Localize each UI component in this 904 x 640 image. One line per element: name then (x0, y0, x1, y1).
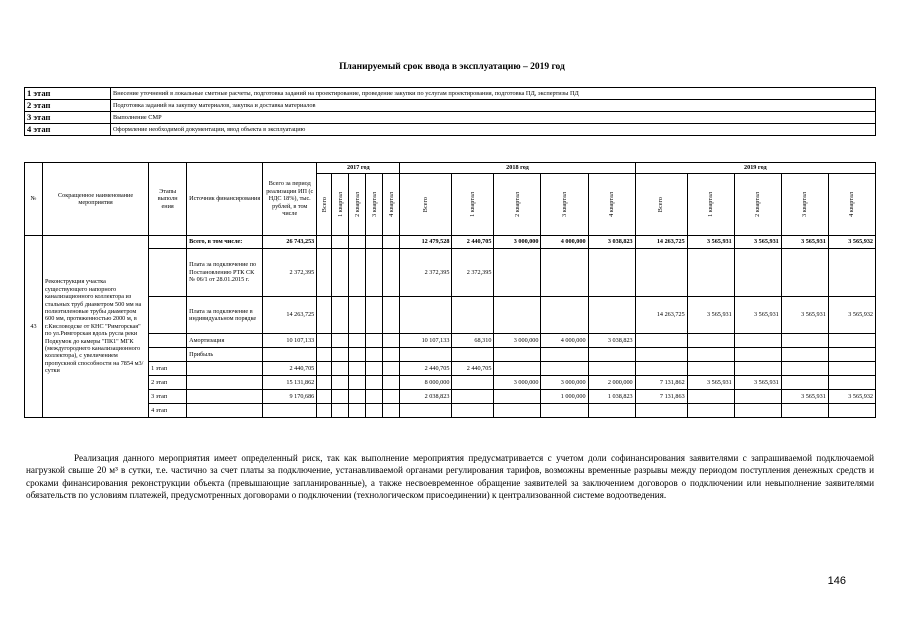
y2019-value: 3 565,931 (781, 390, 828, 404)
y2018-value (541, 348, 588, 362)
y2019-value (687, 362, 734, 376)
y2018-value: 3 038,823 (588, 236, 635, 249)
y2019-value (828, 404, 875, 418)
y2017-value (366, 404, 383, 418)
y2018-value (588, 404, 635, 418)
y2019-value (635, 334, 687, 348)
stage-cell (149, 249, 187, 297)
header-2017-q-total (317, 174, 332, 236)
stage-data-row (25, 404, 876, 418)
y2017-value (366, 348, 383, 362)
source-row (25, 334, 876, 348)
y2017-value (332, 249, 349, 297)
y2019-value: 3 565,931 (734, 376, 781, 390)
source-cell (187, 404, 263, 418)
y2019-value (781, 376, 828, 390)
source-cell (187, 376, 263, 390)
y2018-value (541, 404, 588, 418)
y2019-value (781, 249, 828, 297)
stage-cell (149, 334, 187, 348)
header-stages: Этапы выполн ения (149, 163, 187, 236)
source-cell (187, 390, 263, 404)
stage-data-row (25, 390, 876, 404)
y2017-value (383, 404, 400, 418)
quarter-label: 2 квартал (513, 192, 521, 217)
y2017-value (332, 236, 349, 249)
y2019-value (635, 362, 687, 376)
y2019-value: 7 131,863 (635, 390, 687, 404)
stage-description: Выполнение СМР (111, 112, 876, 124)
y2018-value (452, 390, 494, 404)
total-value (263, 404, 317, 418)
y2019-value (635, 404, 687, 418)
y2017-value (317, 297, 332, 334)
total-value: 14 263,725 (263, 297, 317, 334)
y2017-value (366, 249, 383, 297)
header-2018-q1 (452, 174, 494, 236)
y2019-value: 3 565,931 (781, 236, 828, 249)
y2018-value: 1 000,000 (541, 390, 588, 404)
y2017-value (383, 249, 400, 297)
y2018-value: 4 000,000 (541, 236, 588, 249)
row-number: 43 (25, 236, 43, 418)
y2019-value: 14 263,725 (635, 297, 687, 334)
y2018-value (541, 297, 588, 334)
stage-label: 4 этап (25, 124, 111, 136)
y2017-value (349, 348, 366, 362)
y2017-value (366, 236, 383, 249)
y2017-value (332, 376, 349, 390)
header-2017-q4 (383, 174, 400, 236)
y2018-value (588, 362, 635, 376)
y2017-value (349, 297, 366, 334)
y2019-value (781, 362, 828, 376)
total-value: 10 107,133 (263, 334, 317, 348)
y2018-value (494, 348, 541, 362)
header-2017-q3 (366, 174, 383, 236)
source-row (25, 236, 876, 249)
source-row (25, 249, 876, 297)
y2017-value (317, 249, 332, 297)
y2017-value (317, 404, 332, 418)
y2018-value: 2 440,705 (452, 236, 494, 249)
y2017-value (349, 404, 366, 418)
quarter-label: 3 квартал (801, 192, 809, 217)
header-year-2017: 2017 год (317, 163, 400, 174)
y2018-value (400, 297, 452, 334)
y2019-value (687, 249, 734, 297)
y2017-value (349, 362, 366, 376)
y2017-value (332, 348, 349, 362)
y2018-value: 12 479,528 (400, 236, 452, 249)
y2018-value: 3 000,000 (541, 376, 588, 390)
y2017-value (366, 362, 383, 376)
source-label: Плата за подключение по Постановлению РТК СК № 06/1 от 28.01.2015 г. (187, 249, 263, 297)
y2018-value: 8 000,000 (400, 376, 452, 390)
header-2018-q-total (400, 174, 452, 236)
page-number: 146 (827, 575, 846, 587)
y2017-value (366, 376, 383, 390)
header-2019-q4 (828, 174, 875, 236)
header-2019-q3 (781, 174, 828, 236)
stage-description: Внесение уточнений в локальные сметные расчеты, подготовка заданий на проектирование, проведение закупки по услугам проектирования, подготовка ПД, экспертизы ПД (111, 88, 876, 100)
y2019-value: 3 565,932 (828, 236, 875, 249)
y2019-value (635, 348, 687, 362)
y2019-value (734, 390, 781, 404)
y2018-value (452, 297, 494, 334)
y2019-value (734, 404, 781, 418)
y2019-value (635, 249, 687, 297)
source-label: Амортизация (187, 334, 263, 348)
y2017-value (349, 376, 366, 390)
stage-label: 3 этап (25, 112, 111, 124)
quarter-label: 3 квартал (560, 192, 568, 217)
header-2019-q1 (687, 174, 734, 236)
y2019-value (781, 404, 828, 418)
y2019-value (734, 334, 781, 348)
header-num: № (25, 163, 43, 236)
header-2018-q2 (494, 174, 541, 236)
y2018-value: 3 038,823 (588, 334, 635, 348)
y2018-value: 2 372,395 (452, 249, 494, 297)
header-2019-q-total (635, 174, 687, 236)
y2018-value: 1 038,823 (588, 390, 635, 404)
y2018-value (400, 348, 452, 362)
y2018-value (588, 249, 635, 297)
y2019-value: 3 565,932 (828, 297, 875, 334)
stage-data-row (25, 362, 876, 376)
y2017-value (349, 334, 366, 348)
source-row (25, 348, 876, 362)
quarter-label: Всего (657, 196, 665, 213)
y2018-value (588, 348, 635, 362)
header-2018-q3 (541, 174, 588, 236)
y2018-value (494, 249, 541, 297)
y2018-value: 3 000,000 (494, 236, 541, 249)
y2018-value: 2 440,705 (400, 362, 452, 376)
stage-label: 3 этап (149, 390, 187, 404)
quarter-label: 4 квартал (607, 192, 615, 217)
y2017-value (366, 390, 383, 404)
measure-name: Реконструкция участка существующего напорного канализационного коллектора из стальных труб диаметром 500 мм на полиэтиленовые трубы диаметром 600 мм, протяженностью 2000 м, в г.Кисловодске от КНС "Римгорская" по ул.Римгорская вдоль русла реки Подкумок до камеры "ПК1" МГК (междугороднего канализационного коллектора), с увеличением пропускной способности на 7854 м3/сутки (43, 236, 149, 418)
y2018-value (494, 390, 541, 404)
source-label: Прибыль (187, 348, 263, 362)
header-source: Источник финансирования (187, 163, 263, 236)
total-value: 15 131,862 (263, 376, 317, 390)
y2019-value: 14 263,725 (635, 236, 687, 249)
y2017-value (317, 334, 332, 348)
y2019-value: 3 565,931 (687, 297, 734, 334)
y2019-value (828, 362, 875, 376)
y2017-value (383, 297, 400, 334)
y2018-value: 3 000,000 (494, 334, 541, 348)
y2017-value (349, 236, 366, 249)
stage-cell (149, 297, 187, 334)
y2019-value: 3 565,931 (781, 297, 828, 334)
quarter-label: 4 квартал (387, 192, 395, 217)
header-2019-q2 (734, 174, 781, 236)
y2018-value (494, 362, 541, 376)
y2019-value (828, 376, 875, 390)
source-label: Плата за подключение в индивидуальном порядке (187, 297, 263, 334)
y2018-value: 2 440,705 (452, 362, 494, 376)
stage-cell (149, 236, 187, 249)
quarter-label: 4 квартал (848, 192, 856, 217)
y2017-value (366, 334, 383, 348)
y2018-value (452, 348, 494, 362)
risk-paragraph: Реализация данного мероприятия имеет определенный риск, так как выполнение мероприятия предусматривается с учетом доли софинансирования заявителями с запрашиваемой подключаемой нагрузкой свыше 20 м³ в сутки, т.е. частично за счет платы за подключение, устанавливаемой органами регулирования тарифов, возможны временные разрывы между периодом поступления денежных средств и сроками финансирования реконструкции объекта (превышающие запланированные), а также несвоевременное обращение заявителей за заключением договоров о подключении или невыполнение заявителями обязательств по условиям платежей, предусмотренных договорами о подключении (технологическом присоединении) к централизованной системе водоотведения. (26, 453, 874, 501)
stage-label: 1 этап (149, 362, 187, 376)
y2018-value (452, 404, 494, 418)
y2019-value: 3 565,931 (687, 376, 734, 390)
y2017-value (332, 297, 349, 334)
y2019-value: 3 565,931 (734, 297, 781, 334)
y2019-value (828, 334, 875, 348)
stage-description: Подготовка заданий на закупку материалов, закупка и доставка материалов (111, 100, 876, 112)
y2017-value (317, 236, 332, 249)
quarter-label: 2 квартал (353, 192, 361, 217)
stage-label: 4 этап (149, 404, 187, 418)
investment-table (24, 162, 876, 418)
y2018-value (588, 297, 635, 334)
y2019-value (828, 249, 875, 297)
header-total: Всего за период реализации ИП (с НДС 18%), тыс. рублей, в том числе (263, 163, 317, 236)
y2019-value: 3 565,931 (734, 236, 781, 249)
y2018-value (541, 249, 588, 297)
stage-row (25, 112, 876, 124)
y2019-value (781, 348, 828, 362)
y2019-value (734, 249, 781, 297)
y2019-value: 3 565,931 (687, 236, 734, 249)
y2018-value: 10 107,133 (400, 334, 452, 348)
stage-label: 2 этап (25, 100, 111, 112)
header-2017-q2 (349, 174, 366, 236)
y2018-value: 3 000,000 (494, 376, 541, 390)
quarter-label: 3 квартал (370, 192, 378, 217)
y2017-value (383, 334, 400, 348)
source-label: Всего, в том числе: (187, 236, 263, 249)
y2018-value (541, 362, 588, 376)
y2017-value (332, 334, 349, 348)
header-name: Сокращенное наименование мероприятия (43, 163, 149, 236)
y2017-value (349, 390, 366, 404)
y2018-value: 68,310 (452, 334, 494, 348)
stage-data-row (25, 376, 876, 390)
stages-table (24, 87, 876, 136)
y2019-value: 7 131,862 (635, 376, 687, 390)
y2019-value (781, 334, 828, 348)
y2018-value (400, 404, 452, 418)
stage-cell (149, 348, 187, 362)
total-value: 26 743,253 (263, 236, 317, 249)
y2019-value (687, 334, 734, 348)
y2019-value (687, 390, 734, 404)
y2019-value: 3 565,932 (828, 390, 875, 404)
header-year-2018: 2018 год (400, 163, 635, 174)
y2017-value (383, 390, 400, 404)
y2017-value (332, 362, 349, 376)
quarter-label: Всего (320, 196, 328, 213)
y2018-value (494, 297, 541, 334)
stage-row (25, 124, 876, 136)
y2018-value: 2 372,395 (400, 249, 452, 297)
total-value: 2 372,395 (263, 249, 317, 297)
total-value: 2 440,705 (263, 362, 317, 376)
y2019-value (687, 348, 734, 362)
stage-label: 1 этап (25, 88, 111, 100)
y2018-value (494, 404, 541, 418)
stage-label: 2 этап (149, 376, 187, 390)
y2017-value (366, 297, 383, 334)
y2017-value (317, 376, 332, 390)
stage-description: Оформление необходимой документации, ввод объекта в эксплуатацию (111, 124, 876, 136)
source-row (25, 297, 876, 334)
y2017-value (383, 348, 400, 362)
header-2018-q4 (588, 174, 635, 236)
quarter-label: 2 квартал (754, 192, 762, 217)
y2017-value (332, 404, 349, 418)
quarter-label: 1 квартал (706, 192, 714, 217)
y2018-value: 4 000,000 (541, 334, 588, 348)
y2017-value (317, 390, 332, 404)
y2019-value (687, 404, 734, 418)
total-value: 9 170,686 (263, 390, 317, 404)
quarter-label: Всего (422, 196, 430, 213)
total-value (263, 348, 317, 362)
quarter-label: 1 квартал (336, 192, 344, 217)
y2017-value (317, 348, 332, 362)
y2018-value (452, 376, 494, 390)
y2018-value: 2 038,823 (400, 390, 452, 404)
y2019-value (734, 348, 781, 362)
stage-row (25, 100, 876, 112)
y2017-value (383, 362, 400, 376)
y2017-value (349, 249, 366, 297)
header-2017-q1 (332, 174, 349, 236)
y2019-value (734, 362, 781, 376)
y2017-value (332, 390, 349, 404)
y2017-value (383, 376, 400, 390)
y2019-value (828, 348, 875, 362)
y2017-value (317, 362, 332, 376)
y2017-value (383, 236, 400, 249)
header-year-2019: 2019 год (635, 163, 875, 174)
y2018-value: 2 000,000 (588, 376, 635, 390)
source-cell (187, 362, 263, 376)
page-title: Планируемый срок ввода в эксплуатацию – 2019 год (339, 62, 565, 72)
quarter-label: 1 квартал (469, 192, 477, 217)
stage-row (25, 88, 876, 100)
